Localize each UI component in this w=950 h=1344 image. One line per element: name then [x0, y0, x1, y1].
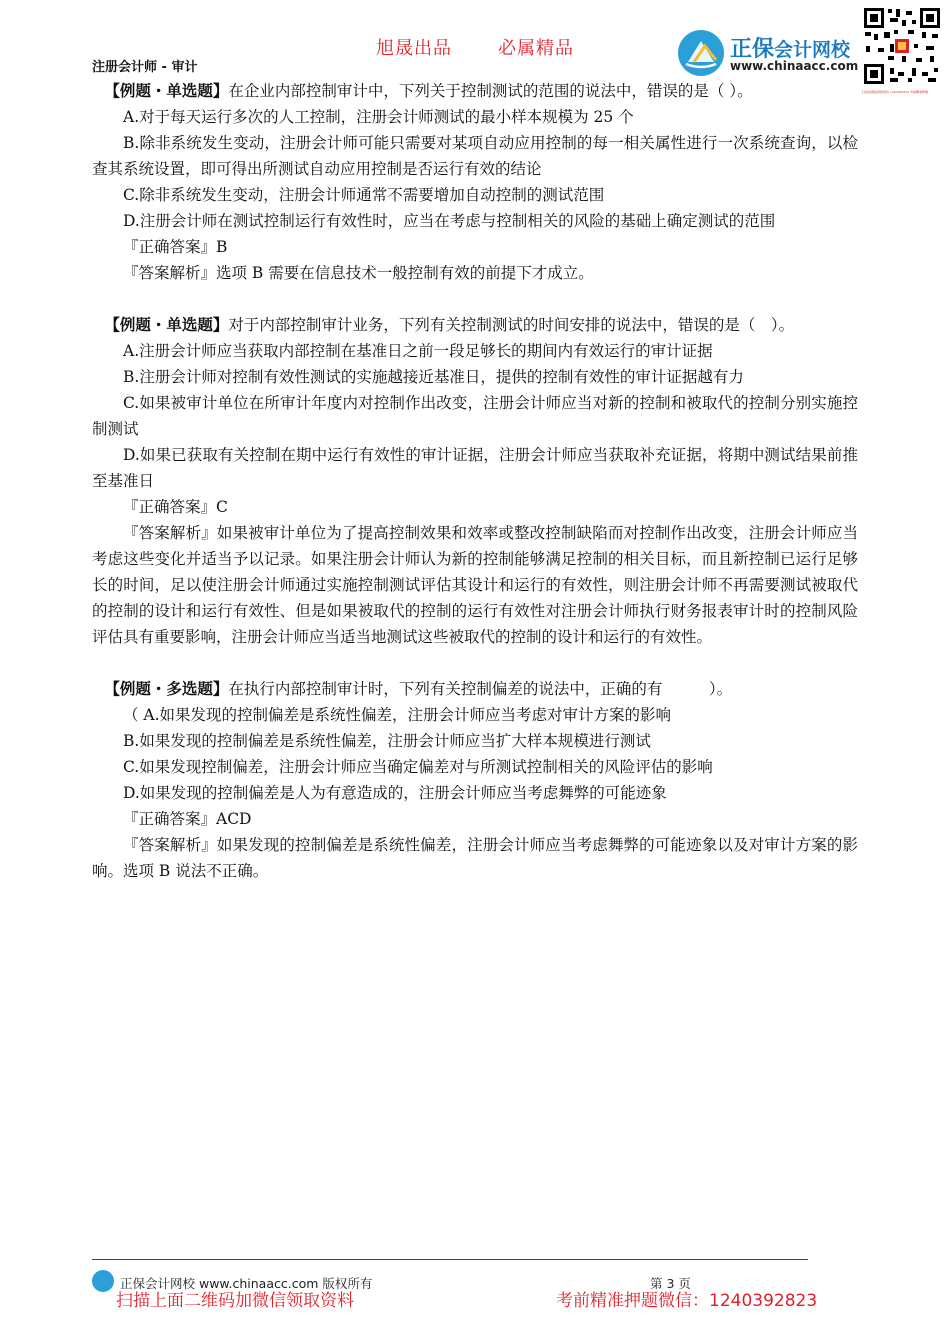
chinaacc-logo[interactable]	[678, 30, 858, 80]
question-stem	[92, 312, 858, 338]
footer-copyright[interactable]: 正保会计网校 www.chinaacc.com 版权所有	[120, 1276, 373, 1291]
correct-answer: 『正确答案』B	[123, 238, 228, 256]
question-tag: 【例题・单选题】	[104, 82, 229, 100]
logo-brand-main: 正保	[730, 37, 775, 62]
footer-promo-left: 扫描上面二维码加微信领取资料	[116, 1291, 354, 1311]
logo-domain: www.chinaacc.com	[730, 59, 859, 73]
page-number: 第 3 页	[650, 1276, 691, 1291]
question-tag: 【例题・多选题】	[104, 680, 229, 698]
option-b: B.除非系统发生变动，注册会计师可能只需要对某项自动应用控制的每一相关属性进行一次系统查询，以检查其系统设置，即可得出所测试自动应用控制是否运行有效的结论	[92, 134, 858, 178]
option-d: D.注册会计师在测试控制运行有效性时，应当在考虑与控制相关的风险的基础上确定测试的范围	[123, 212, 776, 230]
question-1	[92, 78, 858, 286]
question-text: 对于内部控制审计业务，下列有关控制测试的时间安排的说法中，错误的是（ ）。	[228, 316, 795, 334]
option-c: C.除非系统发生变动，注册会计师通常不需要增加自动控制的测试范围	[123, 186, 605, 204]
correct-answer: 『正确答案』ACD	[123, 810, 252, 828]
footer-logo-icon	[92, 1270, 114, 1292]
option-d: D.如果已获取有关控制在期中运行有效性的审计证据，注册会计师应当获取补充证据，将期中测试结果前推至基准日	[92, 446, 858, 490]
qr-code-icon[interactable]	[862, 6, 942, 86]
header-slogan-right: 必属精品	[498, 38, 574, 59]
qr-caption: 扫码加微信领取资料 1240392823 考前精准押题	[862, 90, 928, 94]
option-a: A.对于每天运行多次的人工控制，注册会计师测试的最小样本规模为 25 个	[123, 108, 634, 126]
document-body	[92, 78, 858, 884]
answer-analysis: 『答案解析』如果发现的控制偏差是系统性偏差，注册会计师应当考虑舞弊的可能迹象以及对审计方案的影响。选项 B 说法不正确。	[92, 836, 858, 880]
option-a: （ A.如果发现的控制偏差是系统性偏差，注册会计师应当考虑对审计方案的影响	[123, 706, 672, 724]
option-b: B.注册会计师对控制有效性测试的实施越接近基准日，提供的控制有效性的审计证据越有力	[123, 368, 744, 386]
header-subject: 注册会计师 - 审计	[92, 60, 198, 75]
answer-analysis: 『答案解析』如果被审计单位为了提高控制效果和效率或整改控制缺陷而对控制作出改变，注册会计师应当考虑这些变化并适当予以记录。如果注册会计师认为新的控制能够满足控制的相关目标，而且新控制已运行足够长的时间，足以使注册会计师通过实施控制测试评估其设计和运行的有效性，则注册会计师不再需要测试被取代的控制的设计和运行有效性、但是如果被取代的控制的运行有效性对注册会计师执行财务报表审计时的控制风险评估具有重要影响，注册会计师应当适当地测试这些被取代的控制的设计和运行的有效性。	[92, 524, 858, 646]
logo-brand-sub: 会计网校	[774, 39, 851, 61]
option-c: C.如果发现控制偏差，注册会计师应当确定偏差对与所测试控制相关的风险评估的影响	[123, 758, 713, 776]
question-stem	[92, 676, 858, 702]
answer-analysis: 『答案解析』选项 B 需要在信息技术一般控制有效的前提下才成立。	[123, 264, 594, 282]
question-3	[92, 676, 858, 884]
header-slogan-left: 旭晟出品	[376, 38, 452, 59]
correct-answer: 『正确答案』C	[123, 498, 228, 516]
logo-emblem-icon	[678, 30, 724, 76]
footer-promo-right: 考前精准押题微信：1240392823	[556, 1291, 818, 1311]
option-a: A.注册会计师应当获取内部控制在基准日之前一段足够长的期间内有效运行的审计证据	[123, 342, 713, 360]
option-d: D.如果发现的控制偏差是人为有意造成的，注册会计师应当考虑舞弊的可能迹象	[123, 784, 667, 802]
footer-divider	[92, 1259, 808, 1260]
question-text: 在执行内部控制审计时，下列有关控制偏差的说法中，正确的有 ）。	[228, 680, 733, 698]
option-c: C.如果被审计单位在所审计年度内对控制作出改变，注册会计师应当对新的控制和被取代的控制分别实施控制测试	[92, 394, 858, 438]
question-text: 在企业内部控制审计中，下列关于控制测试的范围的说法中，错误的是（ ）。	[228, 82, 753, 100]
question-2	[92, 312, 858, 650]
question-tag: 【例题・单选题】	[104, 316, 229, 334]
option-b: B.如果发现的控制偏差是系统性偏差，注册会计师应当扩大样本规模进行测试	[123, 732, 651, 750]
question-stem	[92, 78, 858, 104]
